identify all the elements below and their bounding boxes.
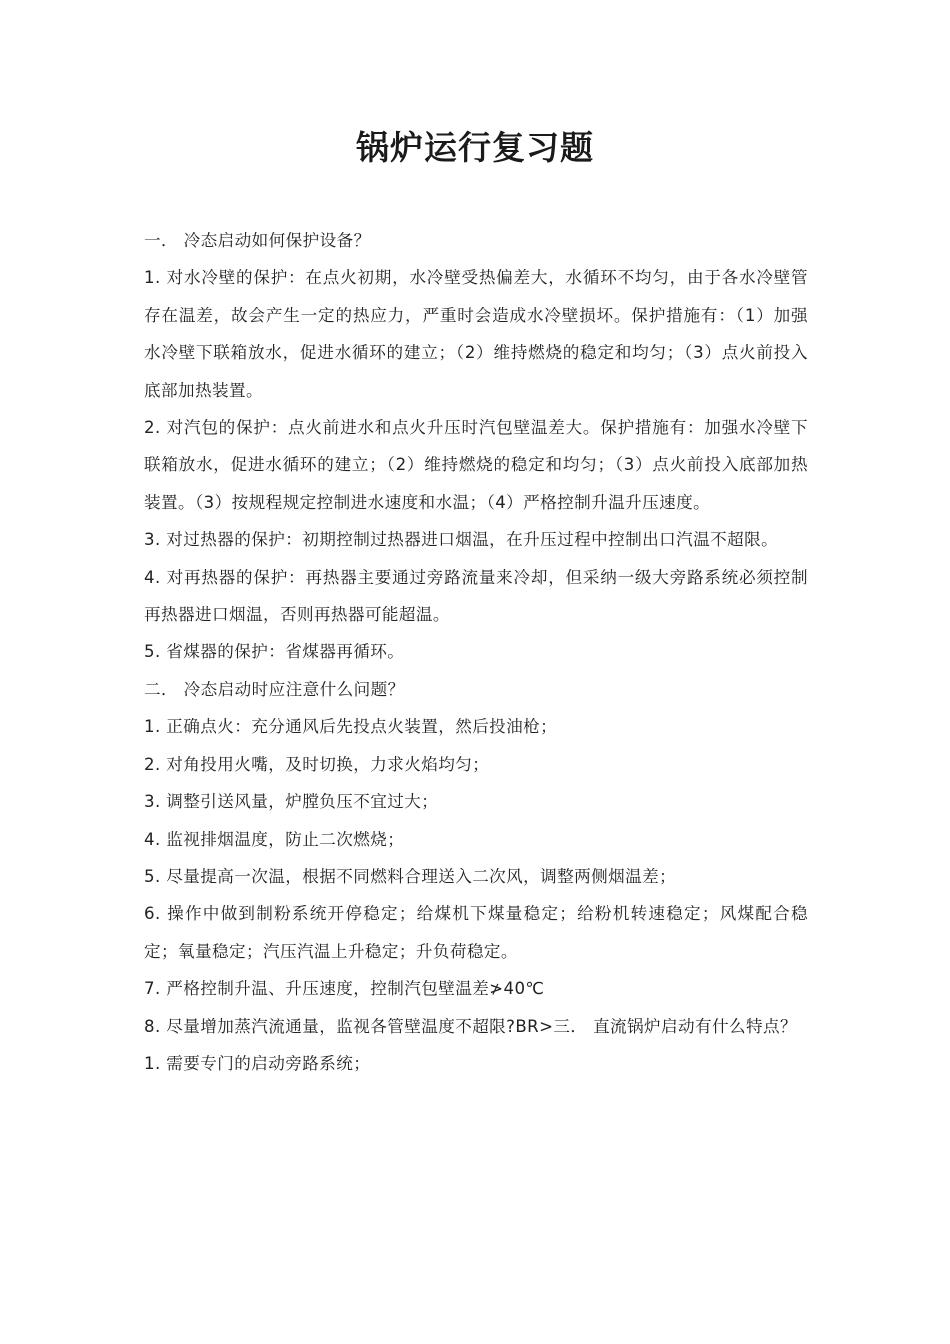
section-heading: 一． 冷态启动如何保护设备？ [144, 231, 371, 250]
list-item: 2. 对汽包的保护：点火前进水和点火升压时汽包壁温差大。保护措施有：加强水冷壁下联箱放水，促进水循环的建立；（2）维持燃烧的稳定和均匀；（3）点火前投入底部加热装置。（3）按规程规定控制进水速度和水温；（4）严格控制升温升压速度。 [144, 418, 808, 512]
list-item: 1. 正确点火：充分通风后先投点火装置，然后投油枪； [144, 717, 558, 737]
list-item: 7. 严格控制升温、升压速度，控制汽包壁温差≯40℃ [144, 979, 545, 999]
list-item: 4. 监视排烟温度，防止二次燃烧； [144, 829, 405, 849]
list-item: 6. 操作中做到制粉系统开停稳定；给煤机下煤量稳定；给粉机转速稳定；风煤配合稳定；氧量稳定；汽压汽温上升稳定；升负荷稳定。 [144, 904, 808, 961]
list-item: 2. 对角投用火嘴，及时切换，力求火焰均匀； [144, 754, 490, 774]
document-body [144, 222, 808, 1082]
list-item: 3. 对过热器的保护：初期控制过热器进口烟温，在升压过程中控制出口汽温不超限。 [144, 530, 779, 550]
list-item: 1. 需要专门的启动旁路系统； [144, 1053, 371, 1073]
list-item: 8. 尽量增加蒸汽流通量，监视各管壁温度不超限?BR>三． 直流锅炉启动有什么特点？ [144, 1016, 797, 1036]
list-item: 3. 调整引送风量，炉膛负压不宜过大； [144, 792, 439, 812]
section-heading: 二． 冷态启动时应注意什么问题？ [144, 679, 405, 699]
list-item: 5. 省煤器的保护：省煤器再循环。 [144, 642, 405, 662]
list-item: 1. 对水冷壁的保护：在点火初期，水冷壁受热偏差大，水循环不均匀，由于各水冷壁管存在温差，故会产生一定的热应力，严重时会造成水冷壁损坏。保护措施有：（1）加强水冷壁下联箱放水，促进水循环的建立；（2）维持燃烧的稳定和均匀；（3）点火前投入底部加热装置。 [144, 268, 808, 400]
list-item: 4. 对再热器的保护：再热器主要通过旁路流量来冷却，但采纳一级大旁路系统必须控制再热器进口烟温，否则再热器可能超温。 [144, 567, 808, 625]
list-item: 5. 尽量提高一次温，根据不同燃料合理送入二次风，调整两侧烟温差； [144, 866, 677, 886]
document-title: 锅炉运行复习题 [356, 128, 594, 167]
